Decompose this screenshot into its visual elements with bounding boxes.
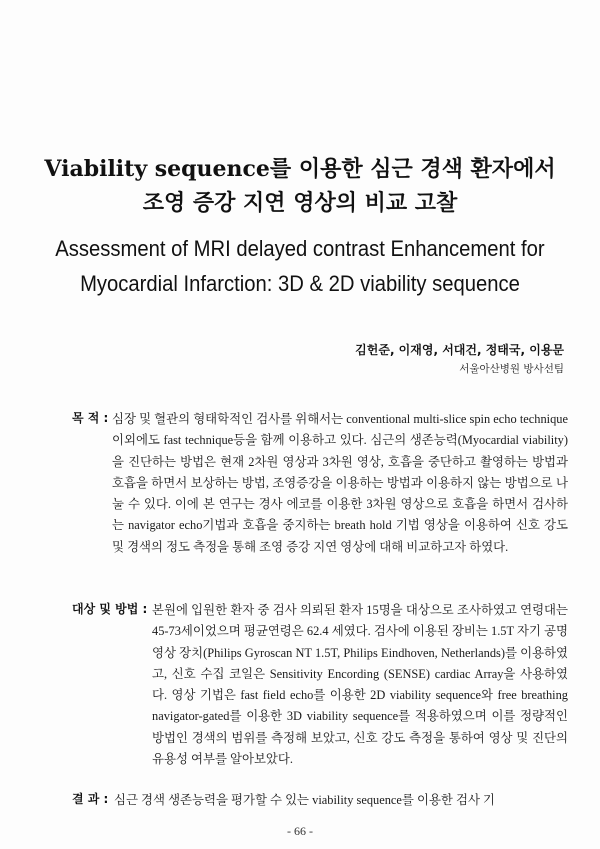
section-label-methods: 대상 및 방법 : [72, 602, 148, 616]
section-text-results: 심근 경색 생존능력을 평가할 수 있는 viability sequence를 이용한 검사 기 [114, 793, 496, 807]
section-text-purpose: 심장 및 혈관의 형태학적인 검사를 위해서는 conventional multi-slice spin echo technique 이외에도 fast technique등을 함께 이용하고 있다. 심근의 생존능력(Myocardial viability)을 진단하는 방법은 현재 2차원 영상과 3차원 영상, 호흡을 중단하고 촬영하는 방법과 호흡을 하면서 보상하는 방법, 조영증강을 이용하는 방법과 이용하지 않는 방법으로 나눌 수 있다. 이에 본 연구는 경사 에코를 이용한 3차원 영상으로 호흡을 하면서 검사하는 navigator echo기법과 호흡을 중지하는 breath hold 기법 영상을 이용하여 신호 강도 및 경색의 정도 측정을 통해 조영 증강 지연 영상에 대해 비교하고자 하였다. [112, 412, 568, 554]
korean-title-line-1: Viability sequence를 이용한 심근 경색 환자에서 [44, 156, 556, 182]
korean-title-line-2: 조영 증강 지연 영상의 비교 고찰 [142, 190, 458, 216]
section-label-purpose: 목 적 : [72, 411, 109, 425]
page-number: - 66 - [287, 824, 313, 838]
affiliation: 서울아산병원 방사선팀 [459, 363, 564, 375]
english-title-line-2: Myocardial Infarction: 3D & 2D viability sequence [80, 271, 520, 296]
author-list: 김헌준, 이재영, 서대건, 정태국, 이용문 [355, 343, 564, 357]
section-label-results: 결 과 : [72, 792, 109, 806]
english-title-line-1: Assessment of MRI delayed contrast Enhancement for [55, 236, 545, 261]
section-text-methods: 본원에 입원한 환자 중 검사 의뢰된 환자 15명을 대상으로 조사하였고 연령대는 45-73세이었으며 평균연령은 62.4 세였다. 검사에 이용된 장비는 1.5T 자기 공명 영상 장치(Philips Gyroscan NT 1.5T, Philips Eindhoven, Netherlands)를 이용하였고, 신호 수집 코일은 Sensitivity Encording (SENSE) cardiac Array을 사용하였다. 영상 기법은 fast field echo를 이용한 2D viability sequence와 free breathing navigator-gated를 이용한 3D viability sequence를 적용하였으며 이를 정량적인 방법인 경색의 범위를 측정해 보았고, 신호 강도 측정을 통하여 영상 및 진단의 유용성 여부를 알아보았다. [152, 603, 568, 767]
